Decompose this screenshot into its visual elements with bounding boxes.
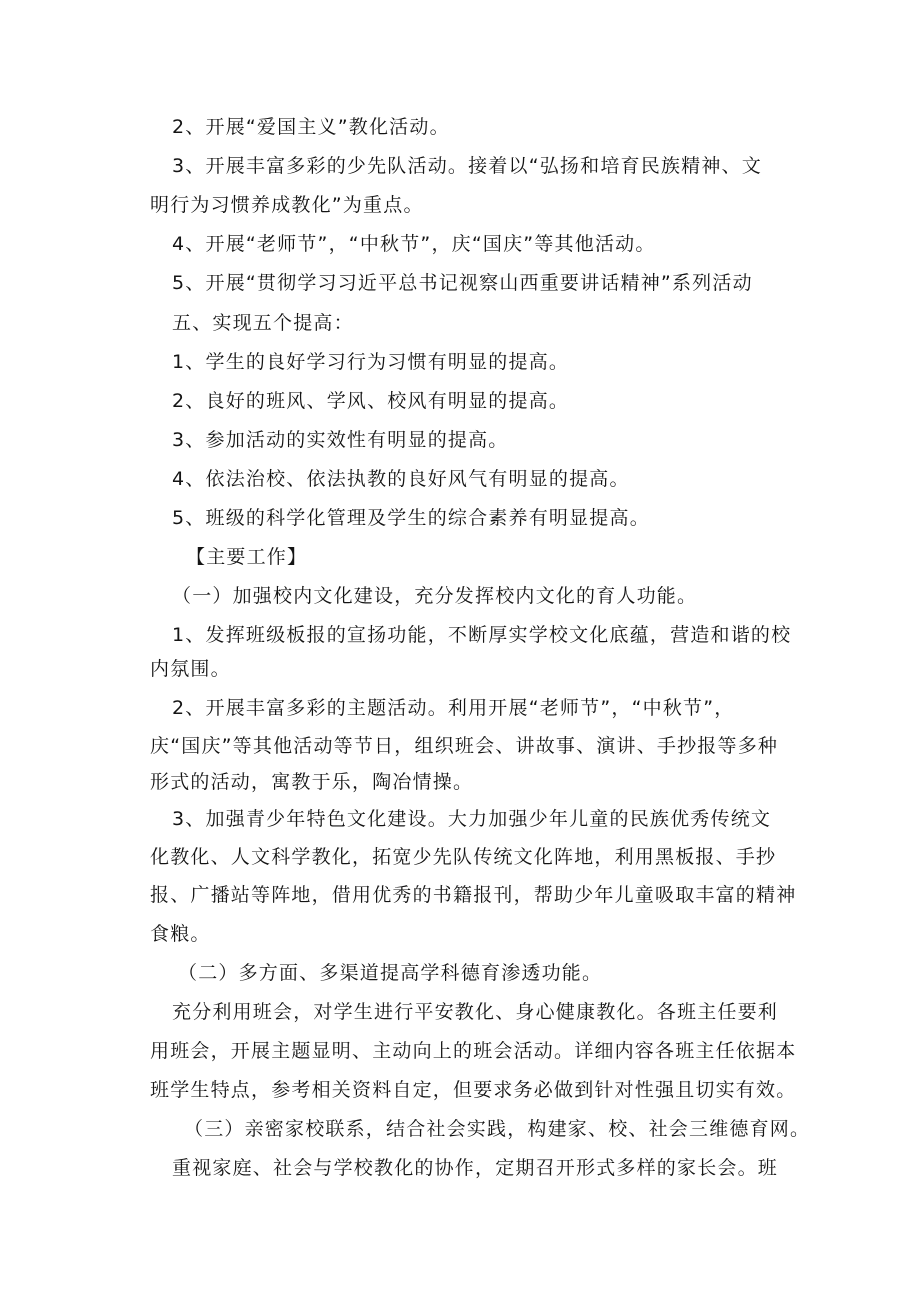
text-line: 3、参加活动的实效性有明显的提高。 xyxy=(172,429,509,451)
text-line: 2、开展丰富多彩的主题活动。利用开展“老师节”，“中秋节”， xyxy=(172,697,735,719)
text-line: 重视家庭、社会与学校教化的协作，定期召开形式多样的家长会。班 xyxy=(172,1157,779,1179)
text-line: 班学生特点，参考相关资料自定，但要求务必做到针对性强且切实有效。 xyxy=(150,1079,797,1101)
subsection-heading: （一）加强校内文化建设，充分发挥校内文化的育人功能。 xyxy=(172,585,698,607)
text-line: 3、开展丰富多彩的少先队活动。接着以“弘扬和培育民族精神、文 xyxy=(172,155,762,177)
subsection-heading: （三）亲密家校联系，结合社会实践，构建家、校、社会三维德育网。 xyxy=(184,1118,811,1140)
text-line: 4、依法治校、依法执教的良好风气有明显的提高。 xyxy=(172,468,630,490)
section-heading: 【主要工作】 xyxy=(186,546,308,568)
text-line: 化教化、人文科学教化，拓宽少先队传统文化阵地，利用黑板报、手抄 xyxy=(150,846,777,868)
text-line: 明行为习惯养成教化”为重点。 xyxy=(150,194,424,216)
text-line: 5、班级的科学化管理及学生的综合素养有明显提高。 xyxy=(172,507,650,529)
text-line: 5、开展“贯彻学习习近平总书记视察山西重要讲话精神”系列活动 xyxy=(172,272,753,294)
text-line: 1、学生的良好学习行为习惯有明显的提高。 xyxy=(172,351,570,373)
text-line: 报、广播站等阵地，借用优秀的书籍报刊，帮助少年儿童吸取丰富的精神 xyxy=(150,884,797,906)
text-line: 充分利用班会，对学生进行平安教化、身心健康教化。各班主任要利 xyxy=(172,1001,779,1023)
text-line: 3、加强青少年特色文化建设。大力加强少年儿童的民族优秀传统文 xyxy=(172,808,772,830)
text-line: 内氛围。 xyxy=(150,658,231,680)
text-line: 形式的活动，寓教于乐，陶冶情操。 xyxy=(150,771,474,793)
text-line: 庆“国庆”等其他活动等节日，组织班会、讲故事、演讲、手抄报等多种 xyxy=(150,735,779,757)
text-line: 用班会，开展主题显明、主动向上的班会活动。详细内容各班主任依据本 xyxy=(150,1040,797,1062)
text-line: 1、发挥班级板报的宣扬功能，不断厚实学校文化底蕴，营造和谐的校 xyxy=(172,624,792,646)
text-line: 2、良好的班风、学风、校风有明显的提高。 xyxy=(172,390,570,412)
text-line: 2、开展“爱国主义”教化活动。 xyxy=(172,116,450,138)
section-heading: 五、实现五个提高： xyxy=(172,312,354,334)
subsection-heading: （二）多方面、多渠道提高学科德育渗透功能。 xyxy=(178,962,603,984)
text-line: 4、开展“老师节”，“中秋节”，庆“国庆”等其他活动。 xyxy=(172,233,656,255)
text-line: 食粮。 xyxy=(150,923,211,945)
